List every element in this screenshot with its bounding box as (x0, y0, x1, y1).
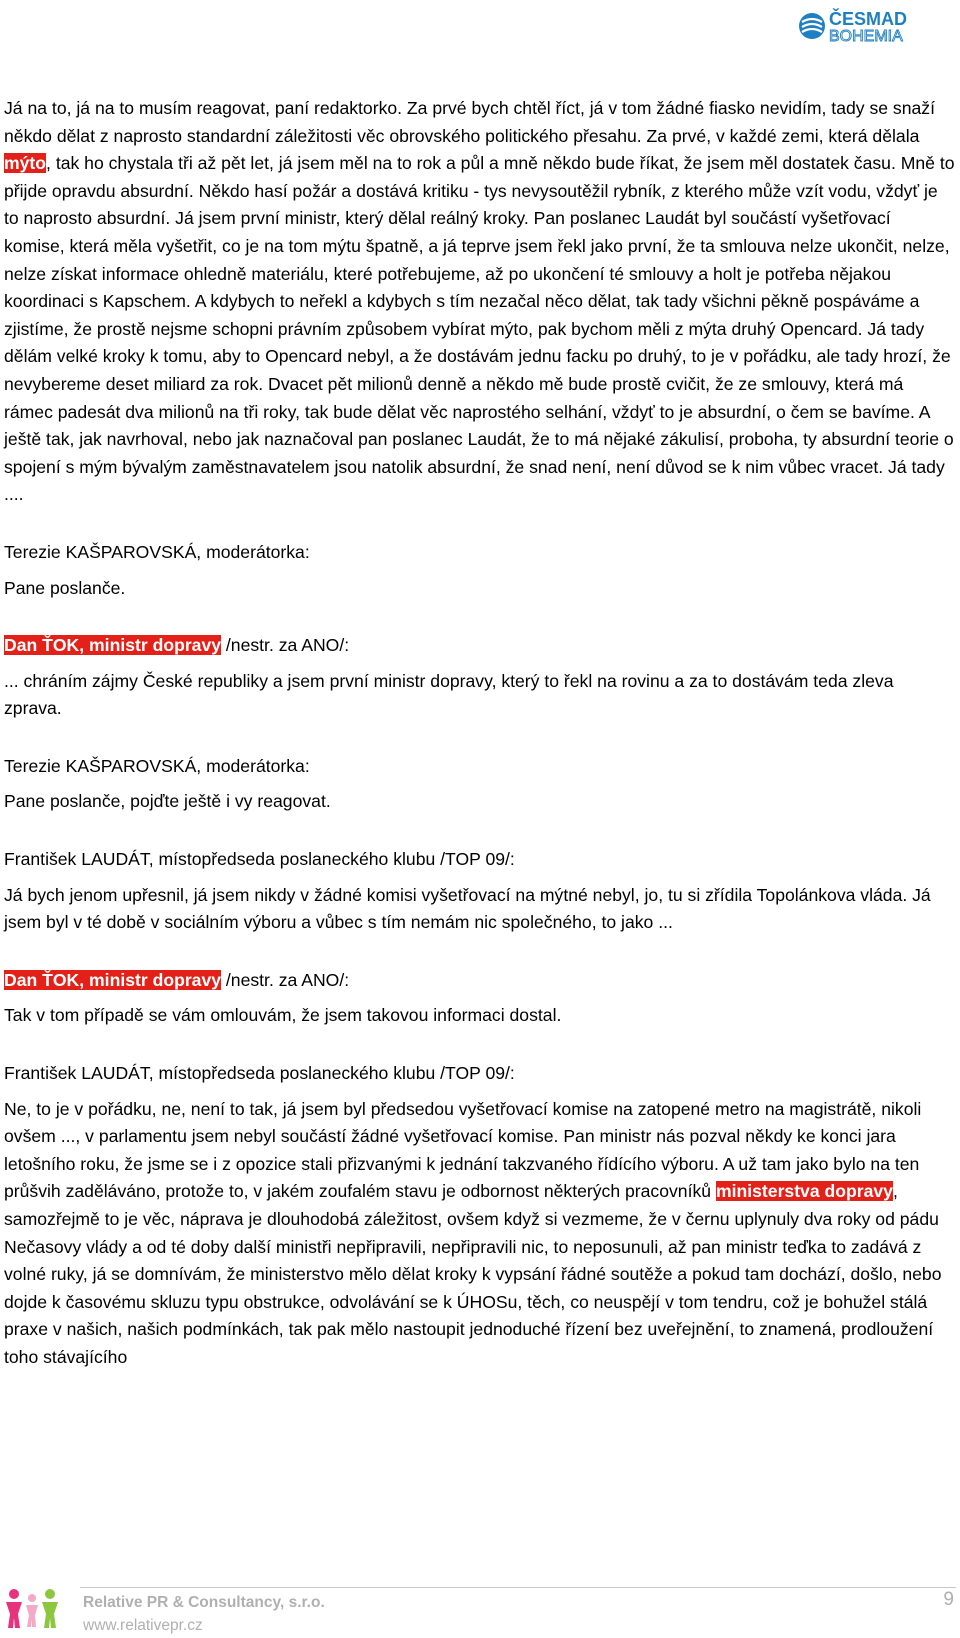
highlight-myto: mýto (4, 153, 47, 174)
highlight-speaker-tok: Dan ŤOK, ministr dopravy (4, 969, 222, 990)
paragraph-laudat: Ne, to je v pořádku, ne, není to tak, já jsem byl předsedou vyšetřovací komise na zatopené metro na magistrátě, nikoli ovšem ..., v parlamentu jsem nebyl součástí žádné vyšetřovací komise. Pan ministr nás pozval někdy ke konci jara letošního roku, že jsme se i z opozice stali přizvanými k jednání takzvaného řídícího výboru. A už tam jako bylo na ten průšvih zaděláváno, protože to, v jakém zoufalém stavu je odbornost některých pracovníků ministerstva dopravy, samozřejmě to je věc, náprava je dlouhodobá záležitost, ovšem když si vezmeme, že v černu uplynuly dva roky od pádu Nečasovy vlády a od té doby další ministři nepřipravili, nepřipravili nic, to neposunuli, až pan ministr teďka to zadává z volné ruky, já se domnívám, že ministerstvo mělo dělat kroky k vypsání řádné soutěže a pokud tam dochází, došlo, nebo dojde k časovému skluzu typu obstrukce, odvolávání se k ÚHOSu, těch, co neuspějí v tom tendru, což je bohužel stálá praxe v našich, našich podmínkách, tak pak mělo nastoupit jednoduché řízení bez uveřejnění, to znamená, prodloužení toho stávajícího (4, 1098, 942, 1367)
page-number: 9 (943, 1589, 954, 1610)
speaker-laudat: František LAUDÁT, místopředseda poslaneckého klubu /TOP 09/: (4, 849, 515, 870)
footer-company: Relative PR & Consultancy, s.r.o. (83, 1594, 325, 1611)
paragraph-laudat: Já bych jenom upřesnil, já jsem nikdy v žádné komisi vyšetřovací na mýtné nebyl, jo, tu si zřídila Topolánkova vláda. Já jsem byl v té době v sociálním výboru a vůbec s tím nemám nic společného, to jako ... (4, 884, 931, 933)
highlight-ministerstvo: ministerstva dopravy (715, 1181, 893, 1202)
speaker-tok: Dan ŤOK, ministr dopravy /nestr. za ANO/: (4, 969, 350, 990)
paragraph-moderator: Pane poslanče. (4, 577, 126, 598)
speaker-moderator: Terezie KAŠPAROVSKÁ, moderátorka: (4, 755, 310, 776)
speaker-tok: Dan ŤOK, ministr dopravy /nestr. za ANO/: (4, 635, 350, 656)
logo-title: ČESMAD (829, 9, 908, 29)
cesmad-logo-graphic (797, 8, 952, 44)
paragraph-tok: ... chráním zájmy České republiky a jsem první ministr dopravy, který to řekl na rovinu a za to dostávám teda zleva zprava. (4, 670, 894, 719)
logo-subtitle: BOHEMIA (829, 28, 903, 44)
speaker-laudat: František LAUDÁT, místopředseda poslaneckého klubu /TOP 09/: (4, 1063, 515, 1084)
paragraph-tok: Tak v tom případě se vám omlouvám, že jsem takovou informaci dostal. (4, 1005, 562, 1026)
transcript-body (4, 95, 956, 1372)
speaker-moderator: Terezie KAŠPAROVSKÁ, moderátorka: (4, 541, 310, 562)
paragraph-tok-response: Já na to, já na to musím reagovat, paní redaktorko. Za prvé bych chtěl říct, já v tom žádné fiasko nevidím, tady se snaží někdo dělat z naprosto standardní záležitosti věc obrovského politického přesahu. Za prvé, v každé zemi, která dělala mýto, tak ho chystala tři až pět let, já jsem měl na to rok a půl a mně někdo bude říkat, že jsem měl dostatek času. Mně to přijde opravdu absurdní. Někdo hasí požár a dostává kritiku - tys nevysoutěžil rybník, z kterého může vzít vodu, vždyť je to naprosto absurdní. Já jsem první ministr, který dělal reálný kroky. Pan poslanec Laudát byl součástí vyšetřovací komise, která měla vyšetřit, co je na tom mýtu špatně, a já teprve jsem řekl jako první, že ta smlouva nelze ukončit, nelze, nelze získat informace ohledně materiálu, které potřebujeme, až po ukončení té smlouvy a holt je potřeba nějakou koordinaci s Kapschem. A kdybych to neřekl a kdybych s tím nezačal něco dělat, tak tady všichni pěkně pospáváme a zjistíme, že prostě nejsme schopni právním způsobem vybírat mýto, pak bychom měli z mýta druhý Opencard. Já tady dělám velké kroky k tomu, aby to Opencard nebyl, a že dostávám jednu facku po druhý, to je v pořádku, ale tady hrozí, že nevybereme deset miliard za rok. Dvacet pět milionů denně a někdo mě bude prostě cvičit, že ze smlouvy, která má rámec padesát dva milionů na tři roky, tak bude dělat věc naprostého selhání, vždyť to je absurdní, o čem se bavíme. A ještě tak, jak navrhoval, nebo jak naznačoval pan poslanec Laudát, že to má nějaké zákulisí, proboha, ty absurdní teorie o spojení s mým bývalým zaměstnavatelem jsou natolik absurdní, že snad není, není důvod se k nim vůbec vracet. Já tady .... (4, 98, 955, 505)
relative-pr-people-icon (4, 1586, 64, 1630)
cesmad-bohemia-logo (797, 8, 952, 44)
highlight-speaker-tok: Dan ŤOK, ministr dopravy (4, 635, 222, 656)
paragraph-moderator: Pane poslanče, pojďte ještě i vy reagovat. (4, 791, 331, 812)
footer-divider (80, 1587, 956, 1588)
footer-website-link[interactable]: www.relativepr.cz (83, 1617, 203, 1634)
